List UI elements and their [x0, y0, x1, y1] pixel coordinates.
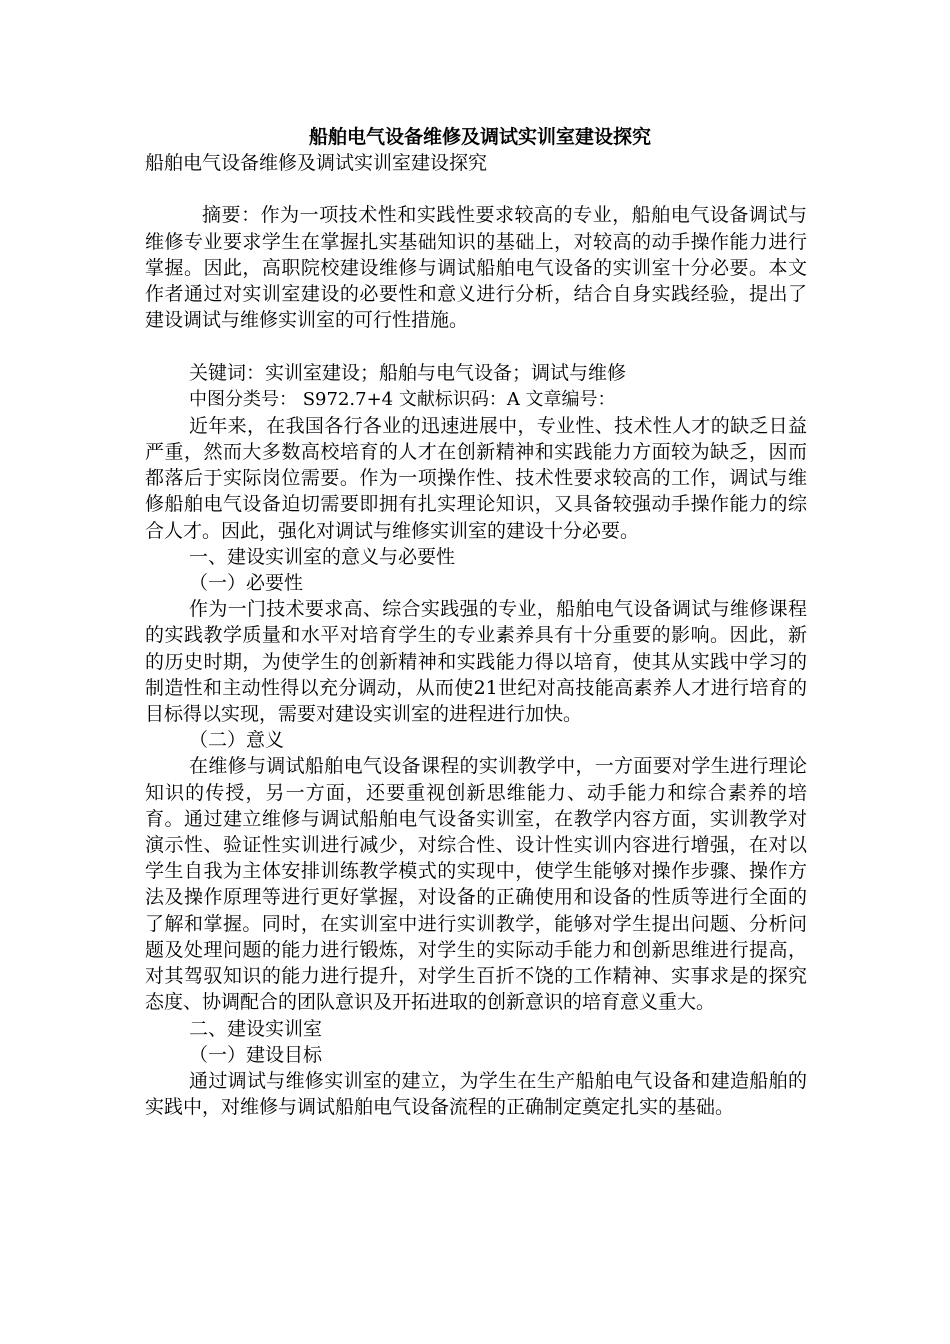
subsection-heading: （二）意义: [189, 729, 285, 752]
classification-line: 中图分类号： S972.7+4 文献标识码：A 文章编号：: [189, 388, 616, 410]
abstract-paragraph: 摘要：作为一项技术性和实践性要求较高的专业，船舶电气设备调试与维修专业要求学生在掌握扎实基础知识的基础上，对较高的动手操作能力进行掌握。因此，高职院校建设维修与调试船舶电气设备的实训室十分必要。本文作者通过对实训室建设的必要性和意义进行分析，结合自身实践经验，提出了建设调试与维修实训室的可行性措施。: [145, 204, 807, 332]
document-title: 船舶电气设备维修及调试实训室建设探究: [308, 126, 651, 148]
body-paragraph: 通过调试与维修实训室的建立，为学生在生产船舶电气设备和建造船舶的实践中，对维修与调试船舶电气设备流程的正确制定奠定扎实的基础。: [145, 1069, 807, 1119]
subsection-heading: （一）建设目标: [189, 1043, 323, 1066]
body-paragraph: 在维修与调试船舶电气设备课程的实训教学中，一方面要对学生进行理论知识的传授，另一方面，还要重视创新思维能力、动手能力和综合素养的培育。通过建立维修与调试船舶电气设备实训室，在教学内容方面，实训教学对演示性、验证性实训进行减少，对综合性、设计性实训内容进行增强，在对以学生自我为主体安排训练教学模式的实现中，使学生能够对操作步骤、操作方法及操作原理等进行更好掌握，对设备的正确使用和设备的性质等进行全面的了解和掌握。同时，在实训室中进行实训教学，能够对学生提出问题、分析问题及处理问题的能力进行锻炼，对学生的实际动手能力和创新思维进行提高，对其驾驭知识的能力进行提升，对学生百折不饶的工作精神、实事求是的探究态度、协调配合的团队意识及开拓进取的创新意识的培育意义重大。: [145, 755, 807, 1014]
keywords-line: 关键词：实训室建设；船舶与电气设备；调试与维修: [189, 362, 627, 385]
section-heading: 二、建设实训室: [189, 1017, 323, 1040]
body-paragraph: 作为一门技术要求高、综合实践强的专业，船舶电气设备调试与维修课程的实践教学质量和水平对培育学生的专业素养具有十分重要的影响。因此，新的历史时期，为使学生的创新精神和实践能力得以培育，使其从实践中学习的制造性和主动性得以充分调动，从而使21世纪对高技能高素养人才进行培育的目标得以实现，需要对建设实训室的进程进行加快。: [145, 598, 807, 726]
subsection-heading: （一）必要性: [189, 572, 304, 595]
section-heading: 一、建设实训室的意义与必要性: [189, 545, 456, 568]
document-body: [145, 124, 807, 1120]
document-subtitle: 船舶电气设备维修及调试实训室建设探究: [145, 152, 488, 175]
intro-paragraph: 近年来，在我国各行各业的迅速进展中，专业性、技术性人才的缺乏日益严重，然而大多数高校培育的人才在创新精神和实践能力方面较为缺乏，因而都落后于实际岗位需要。作为一项操作性、技术性要求较高的工作，调试与维修船舶电气设备迫切需要即拥有扎实理论知识，又具备较强动手操作能力的综合人才。因此，强化对调试与维修实训室的建设十分必要。: [145, 414, 807, 542]
spacer: [145, 176, 807, 202]
spacer: [145, 333, 807, 360]
